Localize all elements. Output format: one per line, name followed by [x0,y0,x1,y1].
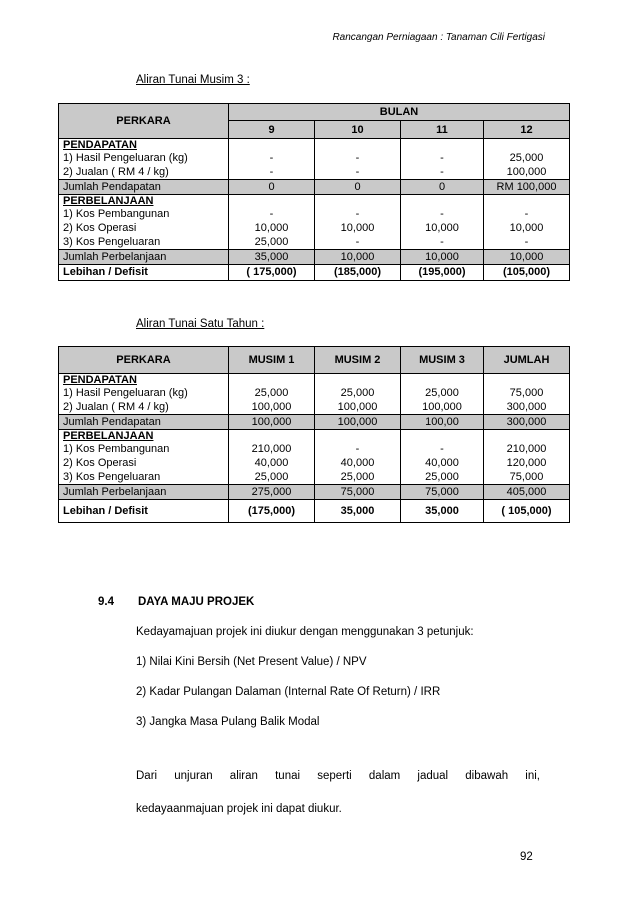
cell: 0 [315,180,401,195]
table-row [59,221,570,235]
cell: 25,000 [229,470,315,485]
row-label: 2) Kos Operasi [59,221,229,235]
cell: 75,000 [315,485,401,500]
cell: 25,000 [229,235,315,250]
cell: 100,000 [315,400,401,415]
cell: 100,000 [229,415,315,430]
cell: - [229,207,315,221]
section-heading [98,596,254,608]
row-label: Jumlah Perbelanjaan [59,485,229,500]
cell: 25,000 [315,386,401,400]
total-row-income [59,415,570,430]
cell: 40,000 [401,456,484,470]
month-header: 12 [484,121,570,139]
cell: 75,000 [484,470,570,485]
cell: 100,000 [401,400,484,415]
cell: - [315,151,401,165]
cell: 10,000 [315,250,401,265]
section-label: PENDAPATAN [59,374,229,387]
cell: - [401,442,484,456]
col-header: PERKARA [59,347,229,374]
cell: 25,000 [315,470,401,485]
cell: - [484,235,570,250]
col-header: JUMLAH [484,347,570,374]
cell: - [315,207,401,221]
cell: 100,000 [315,415,401,430]
page-number: 92 [520,851,533,863]
cell: 0 [229,180,315,195]
table2-caption: Aliran Tunai Satu Tahun : [136,318,265,330]
cell: - [229,165,315,180]
cell: 40,000 [315,456,401,470]
paragraph-line: kedayaanmajuan projek ini dapat diukur. [136,803,342,815]
section-label: PERBELANJAAN [59,430,229,443]
cell: 35,000 [401,500,484,523]
cell: 10,000 [484,221,570,235]
cell: 25,000 [401,386,484,400]
table-row [59,456,570,470]
section-label: PENDAPATAN [59,139,229,152]
row-label: 2) Jualan ( RM 4 / kg) [59,400,229,415]
cell: - [315,165,401,180]
paragraph-line: Dari unjuran aliran tunai seperti dalam jadual dibawah ini, [136,770,540,782]
month-header: 10 [315,121,401,139]
cash-flow-season3-table [58,103,570,281]
section-row-expense [59,195,570,208]
cell: - [401,165,484,180]
section-title: DAYA MAJU PROJEK [138,596,255,608]
net-row [59,265,570,281]
table-row [59,165,570,180]
cell: - [315,442,401,456]
header-row [59,104,570,121]
list-item: 1) Nilai Kini Bersih (Net Present Value) / NPV [136,656,367,668]
cell: 75,000 [484,386,570,400]
cell: - [401,235,484,250]
row-label: 1) Hasil Pengeluaran (kg) [59,386,229,400]
running-header: Rancangan Perniagaan : Tanaman Cili Fertigasi [332,32,545,43]
cell: 10,000 [315,221,401,235]
section-number: 9.4 [98,596,114,608]
row-label: 3) Kos Pengeluaran [59,235,229,250]
section-row-expense [59,430,570,443]
cell: 35,000 [229,250,315,265]
cell: 10,000 [401,250,484,265]
cell: 10,000 [229,221,315,235]
table1-caption: Aliran Tunai Musim 3 : [136,74,250,86]
row-label: Lebihan / Defisit [59,265,229,281]
table-row [59,235,570,250]
row-label: 1) Kos Pembangunan [59,207,229,221]
section-row-income [59,374,570,387]
cell: - [229,151,315,165]
cell: 75,000 [401,485,484,500]
cell: - [484,207,570,221]
table-row [59,400,570,415]
cell: 25,000 [401,470,484,485]
cell: 25,000 [484,151,570,165]
section-label: PERBELANJAAN [59,195,229,208]
cell: (105,000) [484,265,570,281]
cell: 40,000 [229,456,315,470]
cell: 210,000 [229,442,315,456]
row-label: Jumlah Pendapatan [59,180,229,195]
header-row [59,347,570,374]
list-item: 3) Jangka Masa Pulang Balik Modal [136,716,320,728]
cell: 405,000 [484,485,570,500]
cell: ( 175,000) [229,265,315,281]
cell: (195,000) [401,265,484,281]
cell: 35,000 [315,500,401,523]
table-row [59,151,570,165]
cell: 300,000 [484,400,570,415]
col-header-perkara: PERKARA [59,104,229,139]
row-label: 1) Hasil Pengeluaran (kg) [59,151,229,165]
total-row-expense [59,250,570,265]
cell: 25,000 [229,386,315,400]
net-row [59,500,570,523]
table-row [59,207,570,221]
col-header: MUSIM 2 [315,347,401,374]
section-row-income [59,139,570,152]
col-header: MUSIM 1 [229,347,315,374]
cell: 0 [401,180,484,195]
row-label: Jumlah Perbelanjaan [59,250,229,265]
row-label: 1) Kos Pembangunan [59,442,229,456]
cell: 100,000 [229,400,315,415]
cell: (185,000) [315,265,401,281]
total-row-expense [59,485,570,500]
row-label: Lebihan / Defisit [59,500,229,523]
cell: ( 105,000) [484,500,570,523]
month-header: 9 [229,121,315,139]
cell: 100,00 [401,415,484,430]
col-header: MUSIM 3 [401,347,484,374]
intro-paragraph: Kedayamajuan projek ini diukur dengan menggunakan 3 petunjuk: [136,626,474,638]
cell: 275,000 [229,485,315,500]
cash-flow-year-table [58,346,570,523]
table-row [59,470,570,485]
cell: - [401,151,484,165]
row-label: 2) Jualan ( RM 4 / kg) [59,165,229,180]
row-label: Jumlah Pendapatan [59,415,229,430]
cell: 210,000 [484,442,570,456]
table-row [59,442,570,456]
cell: - [401,207,484,221]
total-row-income [59,180,570,195]
cell: RM 100,000 [484,180,570,195]
cell: 100,000 [484,165,570,180]
cell: 10,000 [401,221,484,235]
cell: 300,000 [484,415,570,430]
list-item: 2) Kadar Pulangan Dalaman (Internal Rate Of Return) / IRR [136,686,441,698]
row-label: 2) Kos Operasi [59,456,229,470]
row-label: 3) Kos Pengeluaran [59,470,229,485]
table-row [59,386,570,400]
col-header-bulan: BULAN [229,104,570,121]
month-header: 11 [401,121,484,139]
cell: (175,000) [229,500,315,523]
cell: 10,000 [484,250,570,265]
cell: - [315,235,401,250]
cell: 120,000 [484,456,570,470]
